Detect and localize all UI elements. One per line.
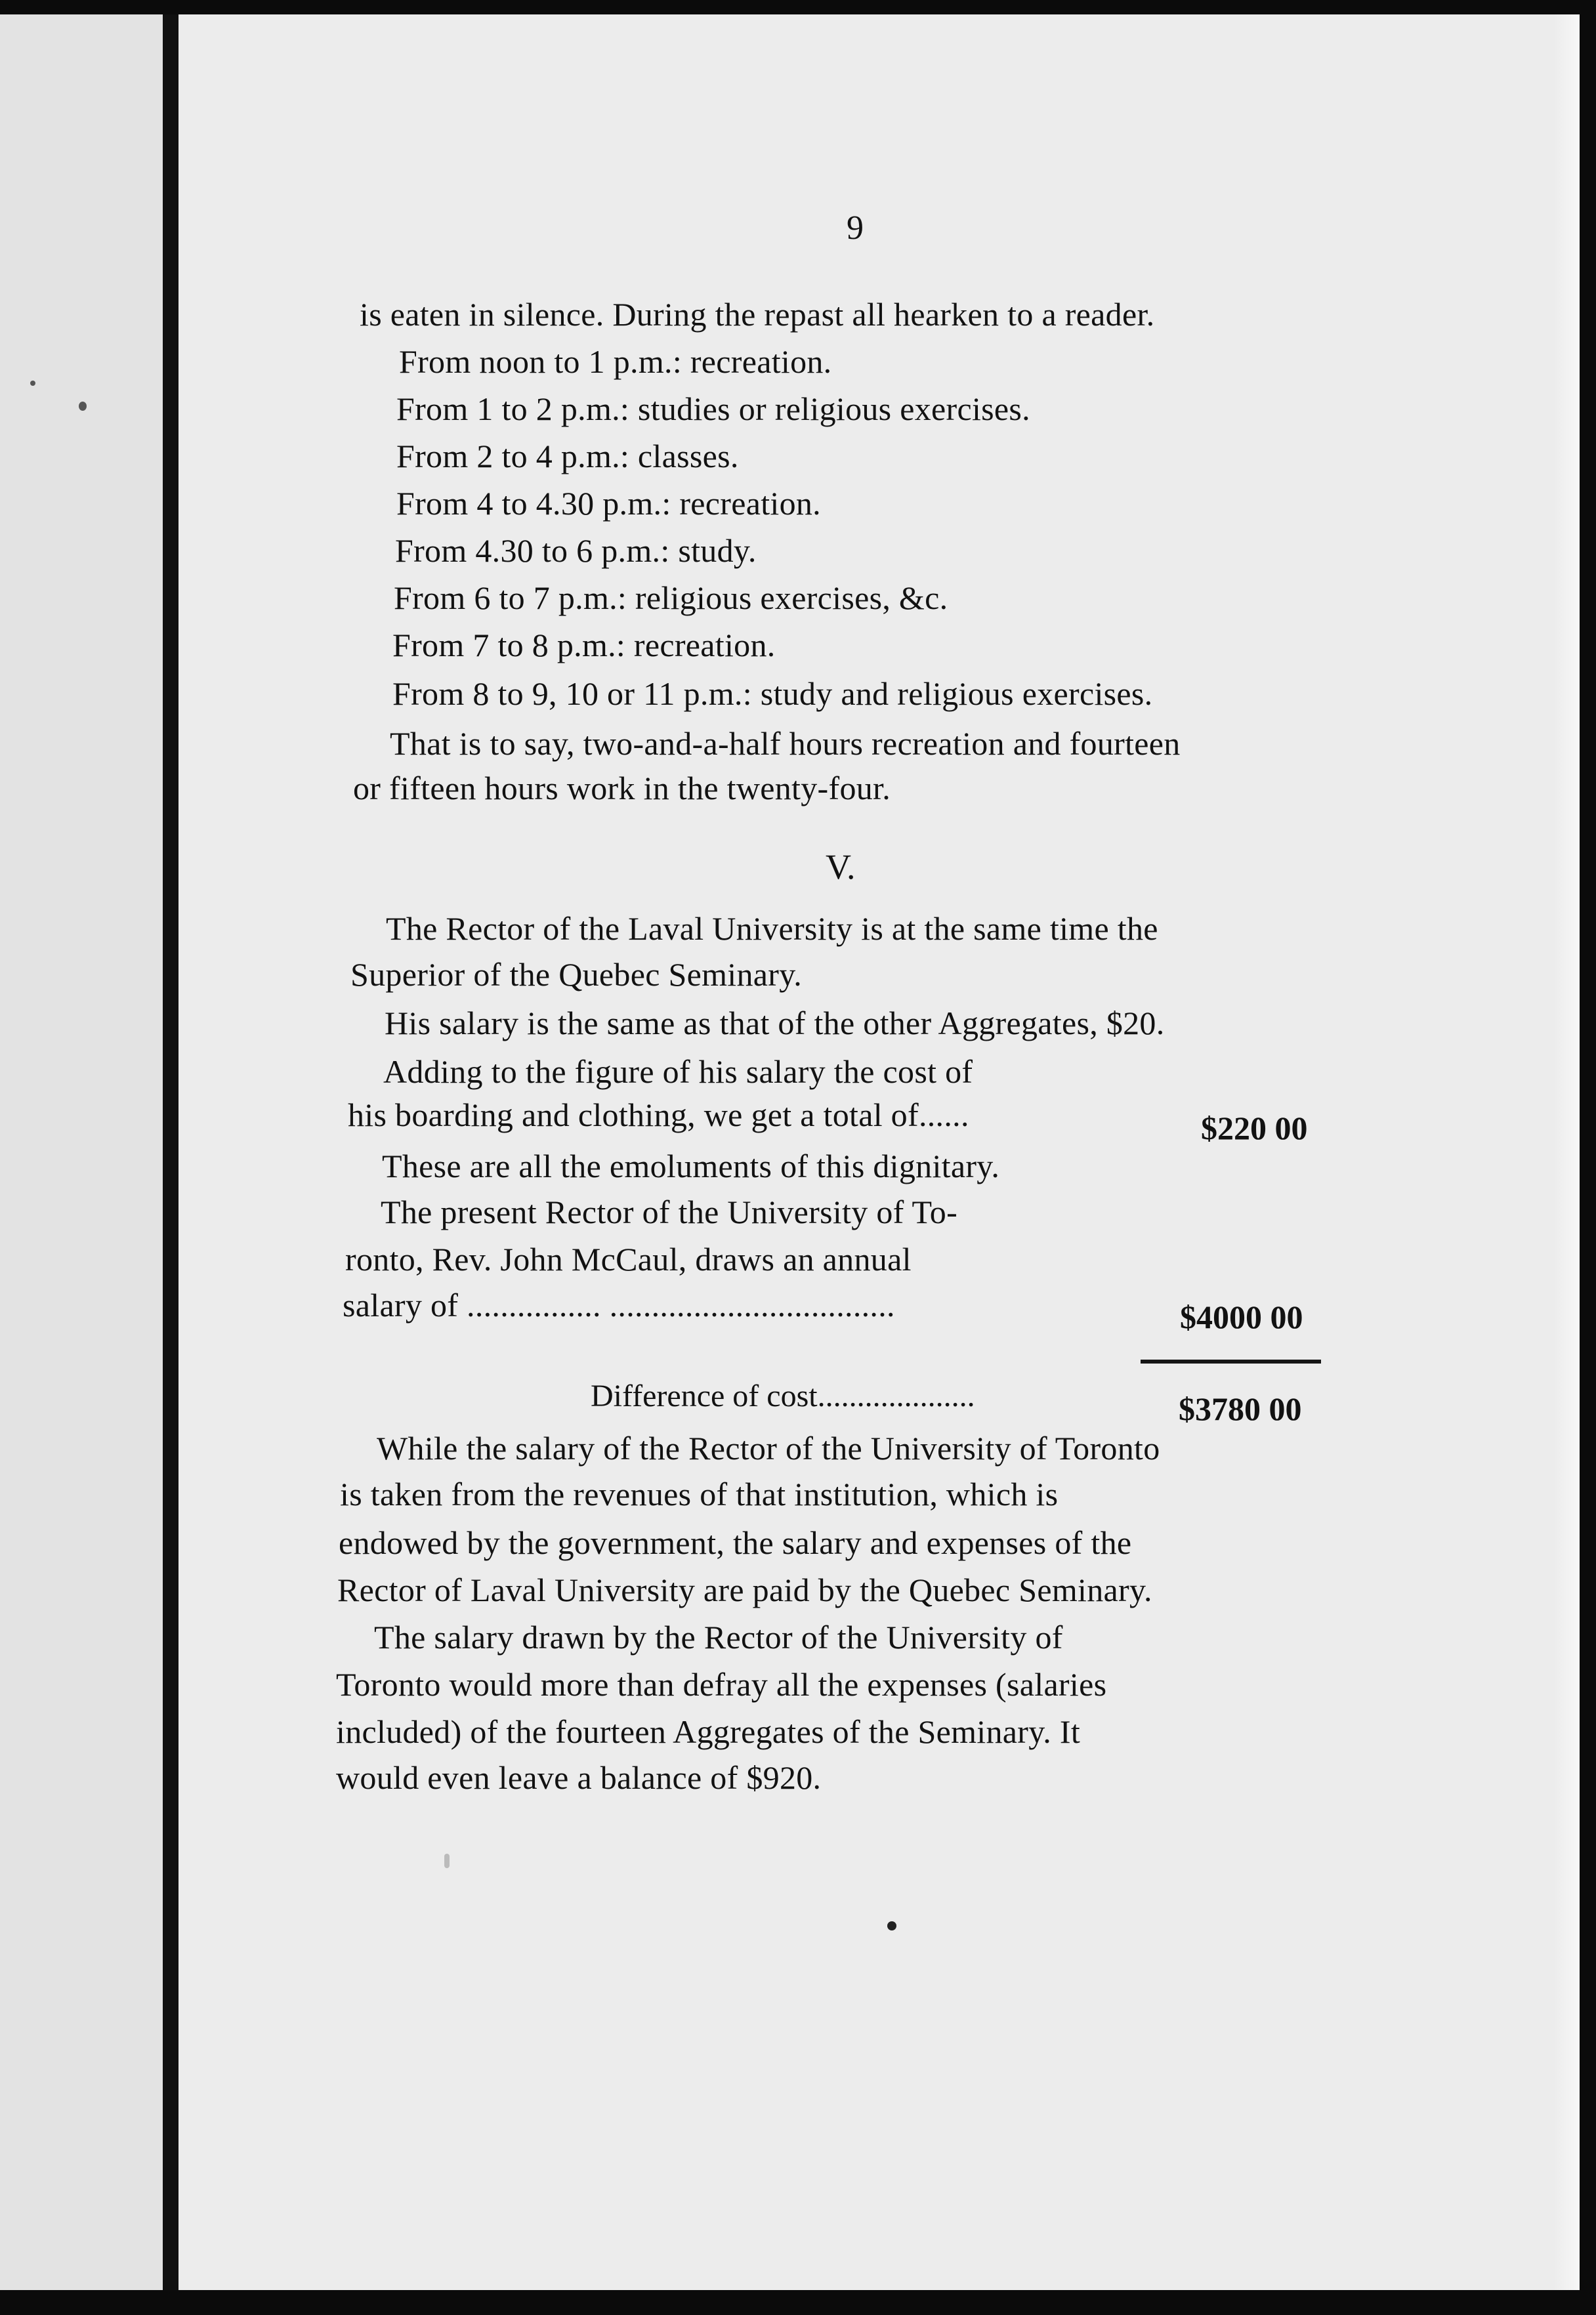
scan-border-top: [0, 0, 1596, 14]
schedule-line: That is to say, two-and-a-half hours recreation and fourteen: [390, 725, 1181, 762]
speck: [79, 402, 87, 411]
schedule-line: From 8 to 9, 10 or 11 p.m.: study and religious exercises.: [392, 675, 1153, 712]
schedule-line: From 1 to 2 p.m.: studies or religious exercises.: [396, 390, 1030, 427]
page-edge-shade: [1553, 14, 1580, 2290]
body-line: salary of ................ ..................................: [343, 1287, 895, 1324]
body-line: ronto, Rev. John McCaul, draws an annual: [345, 1241, 912, 1278]
schedule-line: is eaten in silence. During the repast all hearken to a reader.: [360, 296, 1155, 333]
schedule-line: From 4.30 to 6 p.m.: study.: [395, 532, 757, 569]
schedule-line: or fifteen hours work in the twenty-four.: [353, 770, 891, 806]
difference-label: Difference of cost....................: [591, 1379, 975, 1413]
body-line: would even leave a balance of $920.: [336, 1759, 822, 1796]
facing-page-edge: [0, 14, 163, 2290]
body-line: Superior of the Quebec Seminary.: [350, 956, 803, 993]
body-line: Rector of Laval University are paid by the Quebec Seminary.: [337, 1572, 1152, 1608]
body-line: These are all the emoluments of this dignitary.: [382, 1148, 1000, 1184]
sum-rule: [1141, 1360, 1321, 1364]
speck: [887, 1921, 896, 1930]
schedule-line: From 6 to 7 p.m.: religious exercises, &c.: [394, 579, 948, 616]
body-line: His salary is the same as that of the other Aggregates, $20.: [385, 1005, 1165, 1041]
laval-total-amount: $220 00: [1201, 1110, 1308, 1146]
body-line: is taken from the revenues of that institution, which is: [340, 1476, 1059, 1512]
difference-amount: $3780 00: [1179, 1390, 1302, 1427]
body-line: The present Rector of the University of To-: [381, 1194, 958, 1230]
body-line: The salary drawn by the Rector of the University of: [374, 1619, 1063, 1656]
body-line: The Rector of the Laval University is at the same time the: [386, 910, 1158, 947]
schedule-line: From 2 to 4 p.m.: classes.: [396, 438, 739, 474]
schedule-line: From 4 to 4.30 p.m.: recreation.: [396, 485, 821, 522]
body-line: Toronto would more than defray all the expenses (salaries: [336, 1666, 1107, 1703]
section-heading: V.: [826, 847, 856, 886]
page-number: 9: [847, 209, 864, 247]
body-line: Adding to the figure of his salary the cost of: [383, 1053, 973, 1090]
body-line: While the salary of the Rector of the University of Toronto: [377, 1430, 1160, 1467]
body-line: endowed by the government, the salary and expenses of the: [339, 1524, 1132, 1561]
schedule-line: From 7 to 8 p.m.: recreation.: [392, 627, 776, 663]
speck: [30, 381, 35, 386]
body-line: included) of the fourteen Aggregates of the Seminary. It: [336, 1713, 1081, 1750]
schedule-line: From noon to 1 p.m.: recreation.: [399, 343, 832, 380]
speck: [444, 1854, 450, 1868]
toronto-salary-amount: $4000 00: [1180, 1299, 1303, 1335]
body-line: his boarding and clothing, we get a total of......: [348, 1096, 969, 1133]
book-gutter: [163, 14, 178, 2290]
